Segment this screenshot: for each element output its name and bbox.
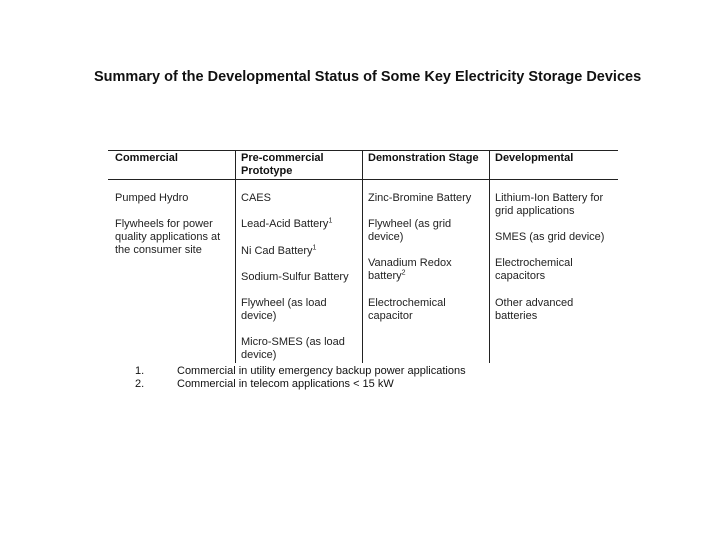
table-cell: Electrochemical capacitor <box>368 297 446 322</box>
table-cell: Flywheel (as load device) <box>241 297 327 322</box>
table-cell: Other advanced batteries <box>495 297 574 322</box>
table-cell: Flywheel (as grid device) <box>368 218 452 243</box>
header-demonstration: Demonstration Stage <box>368 152 479 164</box>
table-cell: Pumped Hydro <box>115 192 189 204</box>
page-title: Summary of the Developmental Status of Some Key Electricity Storage Devices <box>94 69 642 85</box>
footnote-marker: 1 <box>312 244 317 252</box>
footnote-number: 2. <box>135 378 145 390</box>
table-cell: Zinc-Bromine Battery <box>368 192 472 204</box>
table-top-border <box>108 150 618 151</box>
table-cell: Sodium-Sulfur Battery <box>241 271 349 283</box>
footnote-marker: 2 <box>401 269 406 277</box>
table-cell: Electrochemical capacitors <box>495 257 573 282</box>
footnote-text: Commercial in utility emergency backup power applications <box>177 365 466 377</box>
footnote-text: Commercial in telecom applications < 15 kW <box>177 378 394 390</box>
footnote-marker: 1 <box>328 217 333 225</box>
footnote-number: 1. <box>135 365 145 377</box>
table-cell: CAES <box>241 192 271 204</box>
table-cell <box>241 245 359 258</box>
header-developmental: Developmental <box>495 152 574 164</box>
cell-text: Vanadium Redox battery <box>368 257 452 282</box>
column-divider <box>362 150 363 363</box>
header-precommercial: Pre-commercial Prototype <box>241 152 324 177</box>
table-cell: Lithium-Ion Battery for grid applications <box>495 192 604 217</box>
cell-text: Lead-Acid Battery <box>241 218 329 230</box>
column-divider <box>235 150 236 363</box>
cell-text: Ni Cad Battery <box>241 245 313 257</box>
table-cell: SMES (as grid device) <box>495 231 605 243</box>
table-cell <box>241 218 359 231</box>
header-commercial: Commercial <box>115 152 178 164</box>
header-divider <box>108 179 618 180</box>
table-cell <box>368 257 486 283</box>
column-divider <box>489 150 490 363</box>
table-cell: Micro-SMES (as load device) <box>241 336 345 361</box>
table-cell: Flywheels for power quality applications at the consumer site <box>115 218 221 256</box>
